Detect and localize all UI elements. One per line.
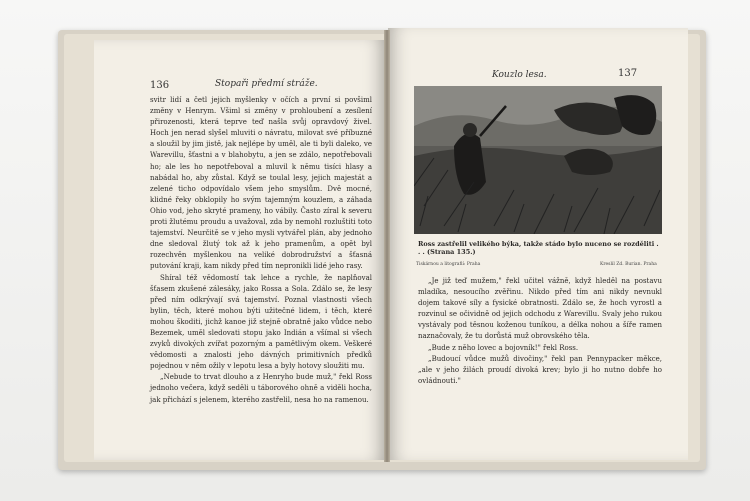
left-paragraph-3: „Nebude to trvat dlouho a z Henryho bude muž," řekl Ross jednoho večera, když seděli u táborového ohně a viděli hocha, jak přichází s jelenem, kterého zastřelil, nesa ho na ramenou. <box>150 373 372 404</box>
right-paragraph-1: „Je již teď mužem," řekl učitel vážně, když hleděl na postavu mladíka, nesoucího zvěřinu. Nikdo před tím ani nikdy nevnukl dojem takové síly a fysické obratnosti. Zdálo se, že hoch vyrostl a rozvinul se očividně od jejich odchodu z Warevillu. Svaly jeho rukou vystávaly pod těsnou koženou tuníkou, a délka nohou a šíře ramen naznačovaly, že tu dorůstá muž obrovského těla. <box>418 277 662 341</box>
hunting-illustration <box>414 86 662 234</box>
printer-credit: Tiskárnou a litografií: Praha <box>416 262 481 267</box>
book-gutter <box>384 30 390 462</box>
right-page-number: 137 <box>618 68 638 79</box>
left-page-text <box>150 95 372 406</box>
right-paragraph-3: „Budoucí vůdce mužů divočiny," řekl pan Pennypacker měkce, „ale v jeho žilách proudí divoká krev; bylo ji ho nutno dobře ho ovládnouti." <box>418 354 662 385</box>
right-page-text <box>418 276 662 387</box>
right-page-header: Kouzlo lesa. <box>492 70 547 80</box>
artist-credit: Kreslil Zd. Burian. Praha <box>600 262 657 267</box>
illustration-drawing <box>414 86 662 234</box>
illustration-caption: Ross zastřelil velikého býka, takže stádo bylo nuceno se rozděliti . . . (Strana 135.) <box>418 240 659 256</box>
left-paragraph-1: svitr lidí a četl jejich myšlenky v očích a první si povšiml změny v Henrym. Všiml si změny v prohloubení a zesílení přirozenosti, která teprve teď našla svůj opravdový živel. Hoch jen nerad slyšel mluviti o návratu, milovat své příbuzné a sloužil by jim jistě, jak nejlépe by uměl, ale ti byli daleko, ve Warevillu, šťastni a v blahobytu, a jen se zdálo, nepotřebovali ho; ale les ho nepotřeboval a mluvil k němu tisíci hlasy a nabádal ho, aby zůstal. Když se toulal lesy, jejich majestát a zelené ticho odpovídalo všem jeho smyslům. Dvě mocné, klidné řeky obklopily ho svým tajemným kouzlem, a záhada Ohio vod, jeho skryté prameny, ho vábily. Často zíral k severu proti žlutému proudu a uvažoval, zda by nemohl rozluštiti toto tajemství. Neurčitě se v jeho mysli vytvářel plán, aby jednoho dne sledoval žlutý tok až k jeho pramenům, a opět byl rozechvěn myšlenkou na veliké dobrodružství a šťasná putování kraji, kam nikdy před tím nepronikli lidé jeho rasy. <box>150 96 372 271</box>
right-paragraph-2: „Bude z něho lovec a bojovník!" řekl Ross. <box>428 343 579 352</box>
left-page-header: Stopaři předmí stráže. <box>215 79 318 89</box>
left-page-number: 136 <box>150 80 170 91</box>
left-paragraph-2: Shíral též vědomostí tak lehce a rychle, že naplňoval šťasem zkušené zálesáky, jako Rossa a Sola. Zdálo se, že lesy před ním odkrývají svá tajemství. Poznal vlastnosti všech bylin, těch, které mohou býti užitečné lidem, i těch, které mohou škoditi, jichž kanoe již stejně obratně jako vůdce nebo Bezemek, uměl sledovati stopu jako Indián a všímal si všech zvyků divokých zvířat pozorným a pamětlivým okem. Veškeré vědomosti a znalosti jeho dávných primitivních předků pojednou v něm ožily v lepotu lesa a byly hotovy sloužiti mu. <box>150 273 372 371</box>
